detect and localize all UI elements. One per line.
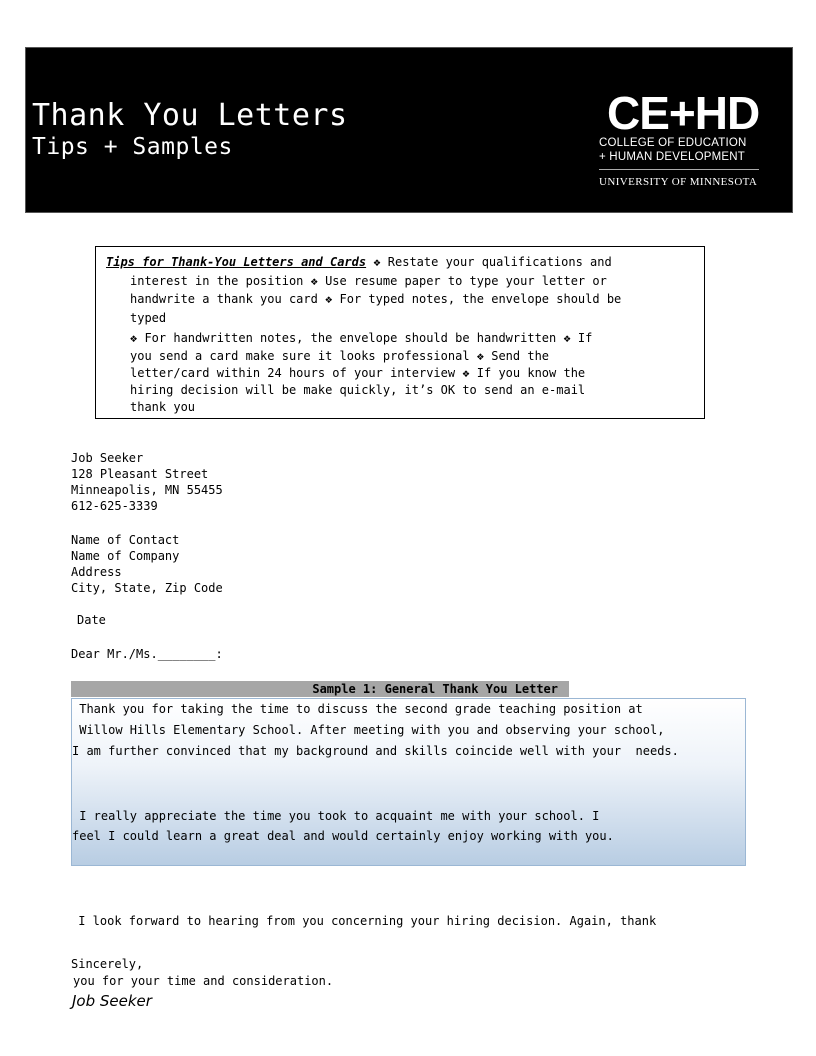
header-banner bbox=[25, 47, 793, 213]
page-subtitle: Tips + Samples bbox=[32, 134, 233, 160]
logo-university: UNIVERSITY OF MINNESOTA bbox=[599, 176, 758, 188]
tips-line: hiring decision will be make quickly, it’s OK to send an e-mail bbox=[130, 382, 586, 397]
tips-line-1: ❖ Restate your qualifications and bbox=[366, 255, 612, 269]
logo-mark: CE+HD bbox=[607, 87, 760, 139]
tips-line: typed bbox=[130, 310, 167, 325]
logo-line-2: + HUMAN DEVELOPMENT bbox=[599, 151, 745, 163]
sample-paragraph-line: Willow Hills Elementary School. After meeting with you and observing your school, bbox=[72, 723, 665, 737]
sample-paragraph-line: feel I could learn a great deal and would certainly enjoy working with you. bbox=[72, 829, 614, 843]
tips-line: thank you bbox=[130, 399, 196, 414]
sample-paragraph-line: I really appreciate the time you took to acquaint me with your school. I bbox=[72, 809, 600, 823]
page-title: Thank You Letters bbox=[32, 98, 348, 133]
salutation: Dear Mr./Ms.________: bbox=[71, 647, 223, 661]
signature: Job Seeker bbox=[72, 992, 152, 1010]
logo-divider bbox=[599, 169, 759, 170]
cehd-logo bbox=[599, 87, 764, 190]
tips-line: interest in the position ❖ Use resume paper to type your letter or bbox=[130, 273, 607, 288]
tips-box bbox=[95, 246, 705, 419]
tips-line: ❖ For handwritten notes, the envelope should be handwritten ❖ If bbox=[130, 331, 593, 345]
sender-address bbox=[71, 450, 223, 514]
closing-line: I look forward to hearing from you concerning your hiring decision. Again, thank bbox=[71, 914, 657, 928]
tips-heading: Tips for Thank-You Letters and Cards bbox=[106, 255, 367, 269]
tips-body bbox=[130, 272, 694, 416]
recipient-contact: Name of Contact bbox=[71, 533, 180, 547]
sender-phone: 612-625-3339 bbox=[71, 499, 158, 513]
closing-line: you for your time and consideration. bbox=[73, 974, 334, 988]
signoff: Sincerely, bbox=[71, 957, 144, 971]
paragraph-spacer bbox=[72, 762, 745, 806]
sample-title: Sample 1: General Thank You Letter bbox=[312, 682, 558, 696]
tips-line: letter/card within 24 hours of your interview ❖ If you know the bbox=[130, 365, 586, 380]
recipient-company: Name of Company bbox=[71, 549, 180, 563]
sender-street: 128 Pleasant Street bbox=[71, 467, 209, 481]
tips-first-line bbox=[106, 253, 694, 272]
sender-city: Minneapolis, MN 55455 bbox=[71, 483, 223, 497]
closing-paragraph bbox=[71, 871, 656, 1011]
recipient-address-line: Address bbox=[71, 565, 122, 579]
tips-line: handwrite a thank you card ❖ For typed notes, the envelope should be bbox=[130, 292, 622, 306]
recipient-city: City, State, Zip Code bbox=[71, 581, 223, 595]
recipient-address bbox=[71, 532, 223, 596]
sample-title-bar bbox=[71, 681, 569, 697]
sample-paragraph-line: Thank you for taking the time to discuss the second grade teaching position at bbox=[72, 702, 643, 716]
logo-line-1: COLLEGE OF EDUCATION bbox=[599, 137, 747, 149]
sample-letter-body bbox=[71, 698, 746, 866]
tips-line: you send a card make sure it looks professional ❖ Send the bbox=[130, 348, 550, 363]
sender-name: Job Seeker bbox=[71, 451, 144, 465]
letter-date: Date bbox=[77, 613, 106, 627]
sample-paragraph-line: I am further convinced that my background and skills coincide well with your needs. bbox=[72, 744, 679, 758]
